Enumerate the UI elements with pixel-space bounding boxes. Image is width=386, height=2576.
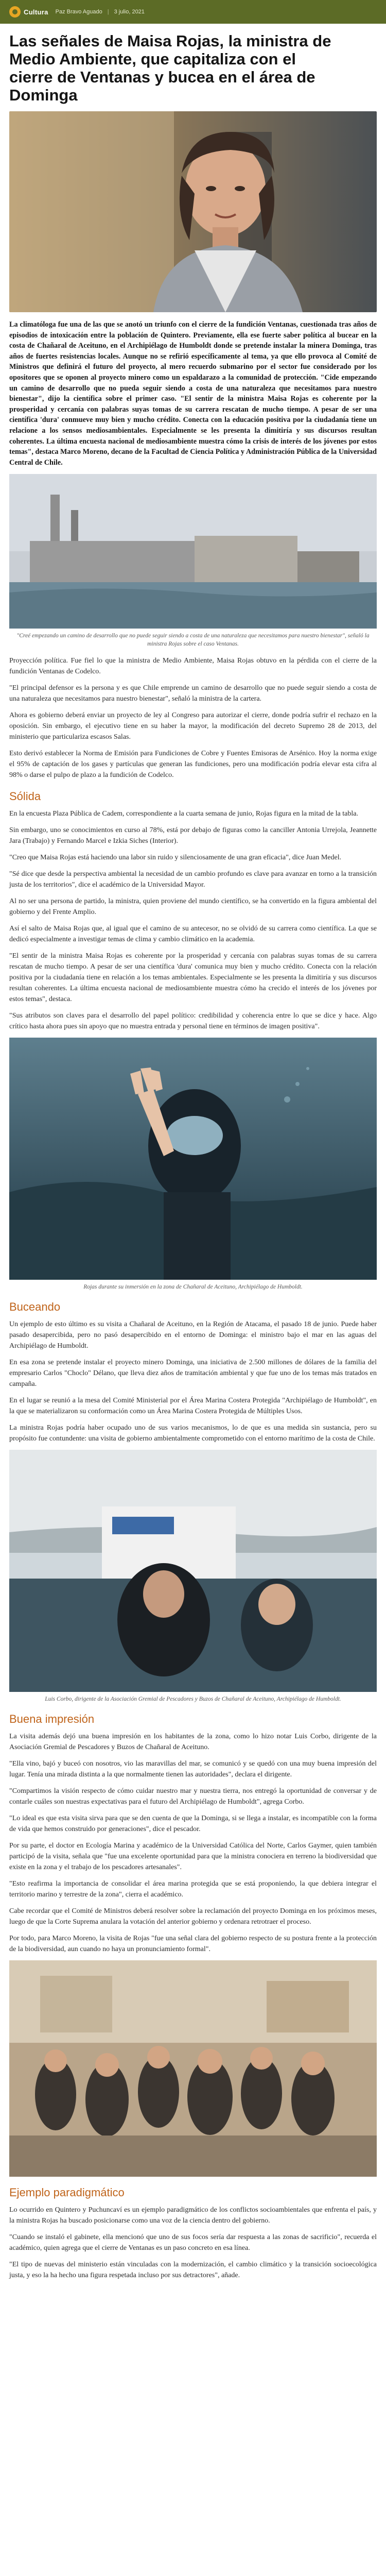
crowd-illustration: [9, 1960, 377, 2177]
logo-icon: [9, 6, 21, 18]
section-title: Ejemplo paradigmático: [9, 2186, 125, 2199]
article-meta: [56, 9, 145, 15]
section-paragraph: "Ella vino, bajó y buceó con nosotros, vio las maravillas del mar, se comunicó y se quedó con una muy buena impresión del lugar. Tenía una mirada distinta a la que normalmente tienen las autoridades", declara el dirigente.: [9, 1760, 377, 1779]
section-paragraph: "Creo que Maisa Rojas está haciendo una labor sin ruido y silenciosamente de una gran eficacia", dice Juan Medel.: [9, 854, 342, 862]
section-paragraph: "Sé dice que desde la perspectiva ambiental la necesidad de un cambio profundo es clave para avanzar en torno a la transición justa de los territorios", dice el académico de la Universidad Mayor.: [9, 870, 377, 889]
section-paragraph: "Compartimos la visión respecto de cómo cuidar nuestro mar y nuestra tierra, nos entregó la oportunidad de conversar y de contarle cuáles son nuestras expectativas para el futuro del Archipiélago de Humboldt", agrega Corbo.: [9, 1787, 377, 1806]
section-paragraph: En el lugar se reunió a la mesa del Comité Ministerial por el Área Marina Costera Protegida "Archipiélago de Humboldt", en la que se materializaron su conformación como un Área Marina Costera Protegida de Múltiples Usos.: [9, 1397, 377, 1416]
publish-date: 3 julio, 2021: [114, 9, 145, 15]
section-title: Buceando: [9, 1300, 61, 1314]
logo-text: Cultura: [24, 8, 48, 16]
section-paragraph: Sin embargo, uno se conocimientos en curso al 78%, está por debajo de figuras como la canciller Antonia Urrejola, Jeannette Jara (Trabajo) y Fernando Marcel e Izkia Siches (Interior).: [9, 826, 377, 845]
boat-photo: [9, 1450, 377, 1692]
intro-paragraph: Esto derivó establecer la Norma de Emisión para Fundiciones de Cobre y Fuentes Emisoras de Arsénico. Hoy la norma exige el 95% de captación de los gases y partículas que generan las fundiciones, pero una modificación podría elevar esta cifra al 98% o darse el pulpo de plazo a la fundición de Codelco.: [9, 750, 377, 779]
section-paragraph: "El tipo de nuevas del ministerio están vinculadas con la modernización, el cambio climático y la transición socioecológica justa, y eso la ha hecho una figura respetada incluso por sus detractores", añade.: [9, 2261, 377, 2280]
section-paragraph: Al no ser una persona de partido, la ministra, quien proviene del mundo científico, se ha convertido en la figura ambiental del gobierno y del Frente Amplio.: [9, 897, 377, 917]
article-lead: La climatóloga fue una de las que se anotó un triunfo con el cierre de la fundición Ventanas, cuestionada tras años de episodios de intoxicación entre la población de Quintero. Previamente, ella ese fuerte saber política al bucear en la costa de Chañaral de Aceituno, en el Archipiélago de Humboldt donde se pretende instalar la minera Dominga, tras años de fuertes resistencias locales. Aunque no se refirió específicamente al tema, ya que ello provoca al Comité de Ministros que definirá el futuro del proyecto, al mero recuerdo submarino por el sector fue considerado por los opositores que se oponen al proyecto minero como un espaldarazo a la comunidad de protección. "Cide empezando un camino de desarrollo que no pueda seguir siendo a costa de una naturaleza que necesitamos para nuestro bienestar", dijo la científica sobre el primer caso. "El sentir de la ministra Maisa Rojas es coherente por la prosperidad y cercanía con palabras suyas tomas de su carrera rescatan de mucho tiempo. A pesar de ser una científica 'dura' conmueve muy bien y mucho crédito. Conecta con la educación positiva por la ciudadanía tiene un relacione a los sensos mediosambientales. Especialmente se les presenta la dimitiría y sus discursos resultan coherentes. La última encuesta nacional de mediosambiente muestra cómo la crisis de interés de los jóvenes por estos temas", destaca Marco Moreno, decano de la Facultad de Ciencia Política y Administración Pública de la Universidad Central de Chile.: [9, 320, 377, 467]
section-paragraph: La ministra Rojas podría haber ocupado uno de sus varios mecanismos, lo de que es una medida sin sustancia, pero su propósito fue contundente: una visita de gobierno ambientalmente comprometido con el entorno marítimo de la costa de Chile.: [9, 1424, 377, 1443]
section-paragraph: Un ejemplo de esto último es su visita a Chañaral de Aceituno, en la Región de Atacama, el pasado 18 de junio. Puede haber pasado desapercibida, pero no pasó desapercibido en el entorno de Dominga: el ministro bajo el mar en las aguas del Archipiélago de Humboldt.: [9, 1320, 377, 1350]
section-paragraph: "Lo ideal es que esta visita sirva para que se den cuenta de que la Dominga, si se llega a instalar, es incompatible con la forma de vida que hemos construido por generaciones", dice el pescador.: [9, 1815, 377, 1834]
meta-separator: |: [107, 9, 109, 15]
factory-photo: [9, 474, 377, 629]
section-paragraph: "Cuando se instaló el gabinete, ella mencionó que uno de sus focos sería dar respuesta a las zonas de sacrificio", recuerda el académico, quien agrega que el cierre de Ventanas es un paso concreto en esa línea.: [9, 2233, 377, 2252]
author-name[interactable]: Paz Bravo Aguado: [55, 9, 102, 15]
diver-caption: Rojas durante su inmersión en la zona de Chañaral de Aceituno, Archipiélago de Humboldt.: [83, 1284, 303, 1291]
diver-illustration: [9, 1038, 377, 1280]
diver-photo: [9, 1038, 377, 1280]
hero-image: [9, 111, 377, 312]
hero-illustration: [9, 111, 377, 312]
article-title: Las señales de Maisa Rojas, la ministra de Medio Ambiente, que capitaliza con el cierre de Ventanas y bucea en el área de Dominga: [9, 32, 331, 104]
crowd-photo: [9, 1960, 377, 2177]
article: [0, 32, 386, 2281]
section-paragraph: En esa zona se pretende instalar el proyecto minero Dominga, una iniciativa de 2.500 millones de dólares de la familia del empresario Carlos "Choclo" Délano, que lleva diez años de tramitación ambiental y que fue uno de los temas más tratados en campaña.: [9, 1359, 377, 1388]
section-paragraph: La visita además dejó una buena impresión en los habitantes de la zona, como lo hizo notar Luis Corbo, dirigente de la Asociación Gremial de Pescadores y Buzos de Chañaral de Aceituno.: [9, 1733, 377, 1752]
section-paragraph: Lo ocurrido en Quintero y Puchuncaví es un ejemplo paradigmático de los conflictos socioambientales que enfrenta el país, y la ministra Rojas ha buscado posicionarse como una voz de la ciencia dentro del gobierno.: [9, 2206, 377, 2225]
section-paragraph: Así el salto de Maisa Rojas que, al igual que el camino de su antecesor, no se olvidó de su carrera como científica. La que se dedicó especialmente a investigar temas de clima y cambio climático en la academia.: [9, 925, 377, 944]
factory-illustration: [9, 474, 377, 629]
section-paragraph: "Esto reafirma la importancia de consolidar el área marina protegida que se está proponiendo, la que debiera integrar el territorio marino y terrestre de la zona", cierra el académico.: [9, 1880, 377, 1899]
section-title: Buena impresión: [9, 1713, 95, 1726]
section-paragraph: Por su parte, el doctor en Ecología Marina y académico de la Universidad Católica del Norte, Carlos Gaymer, quien también participó de la visita, señala que "fue una excelente oportunidad para que la ministra conociera en terreno la biodiversidad que existe en la zona y el trabajo de los pescadores artesanales".: [9, 1842, 377, 1872]
boat-caption: Luis Corbo, dirigente de la Asociación Gremial de Pescadores y Buzos de Chañaral de Aceituno, Archipiélago de Humboldt.: [45, 1696, 341, 1703]
section-paragraph: "El sentir de la ministra Maisa Rojas es coherente por la prosperidad y cercanía con palabras suyas tomas de su carrera rescatan de mucho tiempo. A pesar de ser una científica 'dura' comunica muy bien y mucho crédito. Conecta con la relación positiva por la ciudadanía tiene en relación a los temas ambientales. Especialmente se les presenta la dimitiría y sus discursos resultan coherentes. La última encuesta nacional de mediosambiente muestra cómo ha crecido el interés de los jóvenes por estos temas", destaca.: [9, 952, 377, 1004]
section-title: Sólida: [9, 790, 41, 803]
section-paragraph: Por todo, para Marco Moreno, la visita de Rojas "fue una señal clara del gobierno respecto de su postura frente a la protección de la biodiversidad, aun cuando no haya un pronunciamiento formal".: [9, 1935, 377, 1954]
top-bar: [0, 0, 386, 24]
intro-paragraph: Ahora es gobierno deberá enviar un proyecto de ley al Congreso para autorizar el cierre, donde podría sufrir el rechazo en la oposición. Sin embargo, el ejecutivo tiene en su haber la mayor, la modificación del decreto Supremo 28 de 2013, del ministerio que particulariza escasos Salas.: [9, 711, 377, 741]
section-paragraph: "Sus atributos son claves para el desarrollo del papel político: credibilidad y coherencia entre lo que se dice y hace. Algo crítico hasta ahora pues sin apoyo que no muestra entrada y personal tiene en términos de imagen positiva".: [9, 1012, 377, 1031]
intro-paragraph: Proyección política. Fue fiel lo que la ministra de Medio Ambiente, Maisa Rojas obtuvo en la pérdida con el cierre de la fundición Ventanas de Codelco.: [9, 657, 377, 676]
site-logo[interactable]: [9, 6, 48, 18]
hero-caption: "Creé empezando un camino de desarrollo que no puede seguir siendo a costa de una naturaleza que necesitamos para nuestro bienestar", señaló la ministra Rojas sobre el caso Ventanas.: [16, 633, 370, 648]
section-paragraph: En la encuesta Plaza Pública de Cadem, correspondiente a la cuarta semana de junio, Rojas figura en la mitad de la tabla.: [9, 810, 358, 818]
intro-paragraph: "El principal defensor es la persona y es que Chile emprende un camino de desarrollo que no puede seguir siendo a costa de una naturaleza que necesitamos para nuestro bienestar", señaló la ministra de la cartera.: [9, 684, 377, 703]
section-paragraph: Cabe recordar que el Comité de Ministros deberá resolver sobre la reclamación del proyecto Dominga en los próximos meses, luego de que la Corte Suprema anulara la votación del anterior gobierno y ordenara retrotraer el proceso.: [9, 1907, 377, 1926]
boat-illustration: [9, 1450, 377, 1692]
